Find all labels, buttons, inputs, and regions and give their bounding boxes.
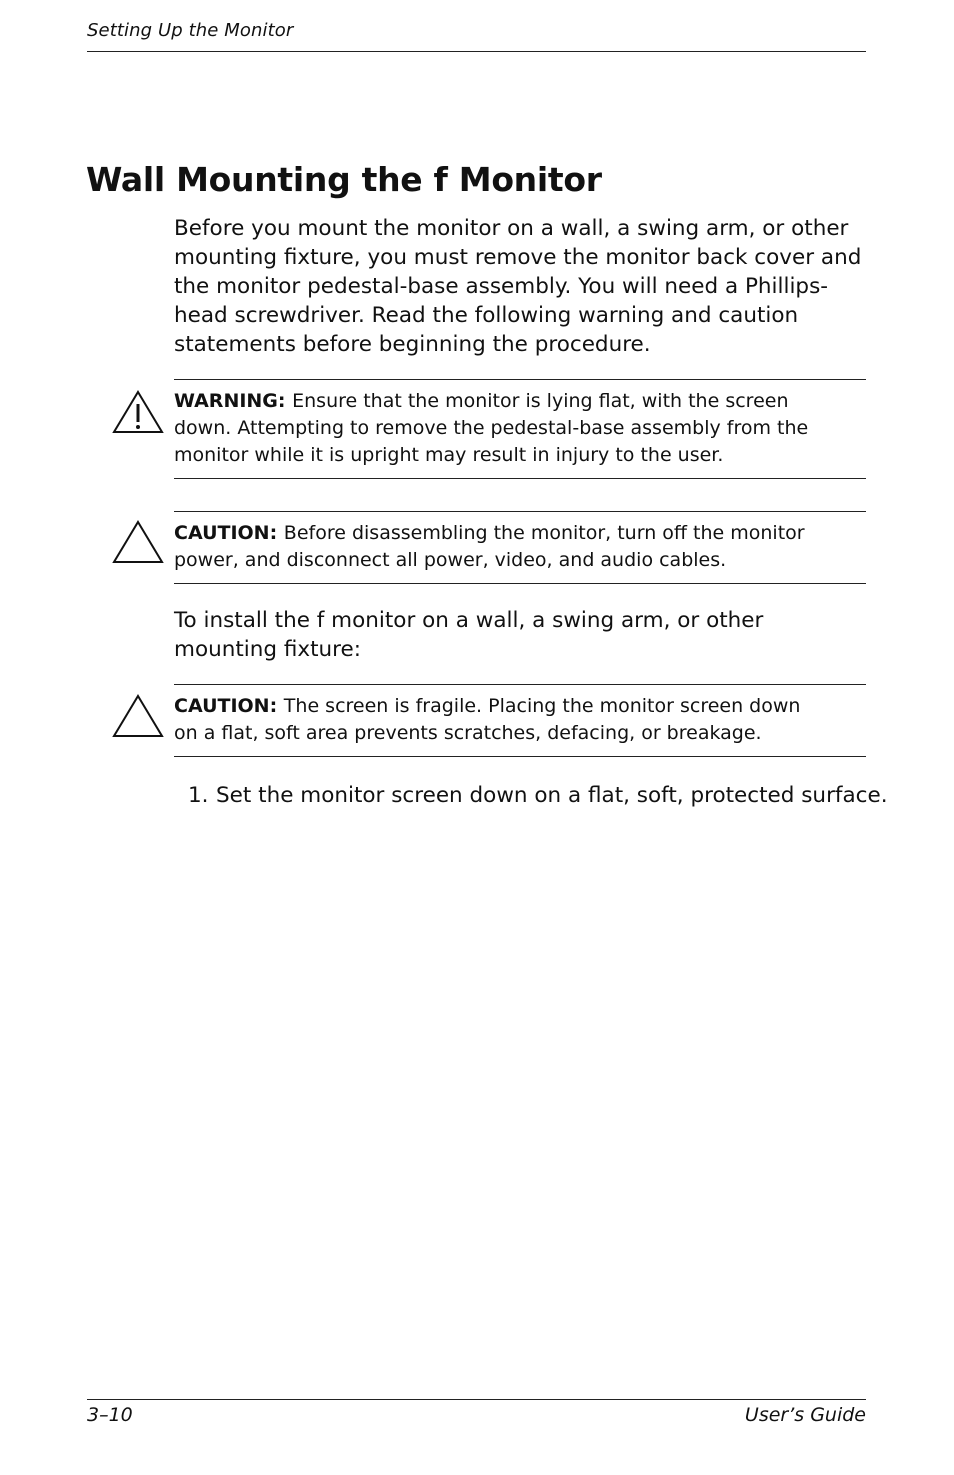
caution-triangle-icon <box>112 694 164 738</box>
step-item <box>188 781 888 810</box>
section-title: Wall Mounting the f Monitor <box>86 160 602 199</box>
caution-notice-power <box>174 511 866 584</box>
page-number: 3–10 <box>87 1404 133 1426</box>
running-title: Setting Up the Monitor <box>87 20 294 41</box>
step-number: 1. <box>188 783 209 808</box>
caution-label: CAUTION: <box>174 522 284 544</box>
caution-power-body: Before disassembling the monitor, turn off the monitor power, and disconnect all power, video, and audio cables. <box>174 522 805 571</box>
warning-notice <box>174 379 866 479</box>
install-intro-paragraph: To install the f monitor on a wall, a swing arm, or other mounting fixture: <box>174 608 764 662</box>
caution-power-text <box>174 520 814 574</box>
warning-label: WARNING: <box>174 390 293 412</box>
warning-exclamation-triangle-icon <box>112 390 164 434</box>
caution-notice-fragile <box>174 684 866 757</box>
caution-fragile-body: The screen is fragile. Placing the monitor screen down on a flat, soft area prevents scratches, defacing, or breakage. <box>174 695 801 744</box>
intro-paragraph: Before you mount the monitor on a wall, a swing arm, or other mounting fixture, you must remove the monitor back cover and the monitor pedestal-base assembly. You will need a Phillips-head screwdriver. Read the following warning and caution statements before beginning the procedure. <box>174 216 862 357</box>
caution-triangle-icon <box>112 520 164 564</box>
caution-label: CAUTION: <box>174 695 284 717</box>
warning-text <box>174 388 814 469</box>
page-header <box>87 20 866 52</box>
warning-body: Ensure that the monitor is lying flat, with the screen down. Attempting to remove the pedestal-base assembly from the monitor while it is upright may result in injury to the user. <box>174 390 809 466</box>
page-footer <box>87 1399 866 1426</box>
guide-name: User’s Guide <box>744 1404 866 1426</box>
step-text: Set the monitor screen down on a flat, soft, protected surface. <box>216 783 888 808</box>
caution-fragile-text <box>174 693 814 747</box>
